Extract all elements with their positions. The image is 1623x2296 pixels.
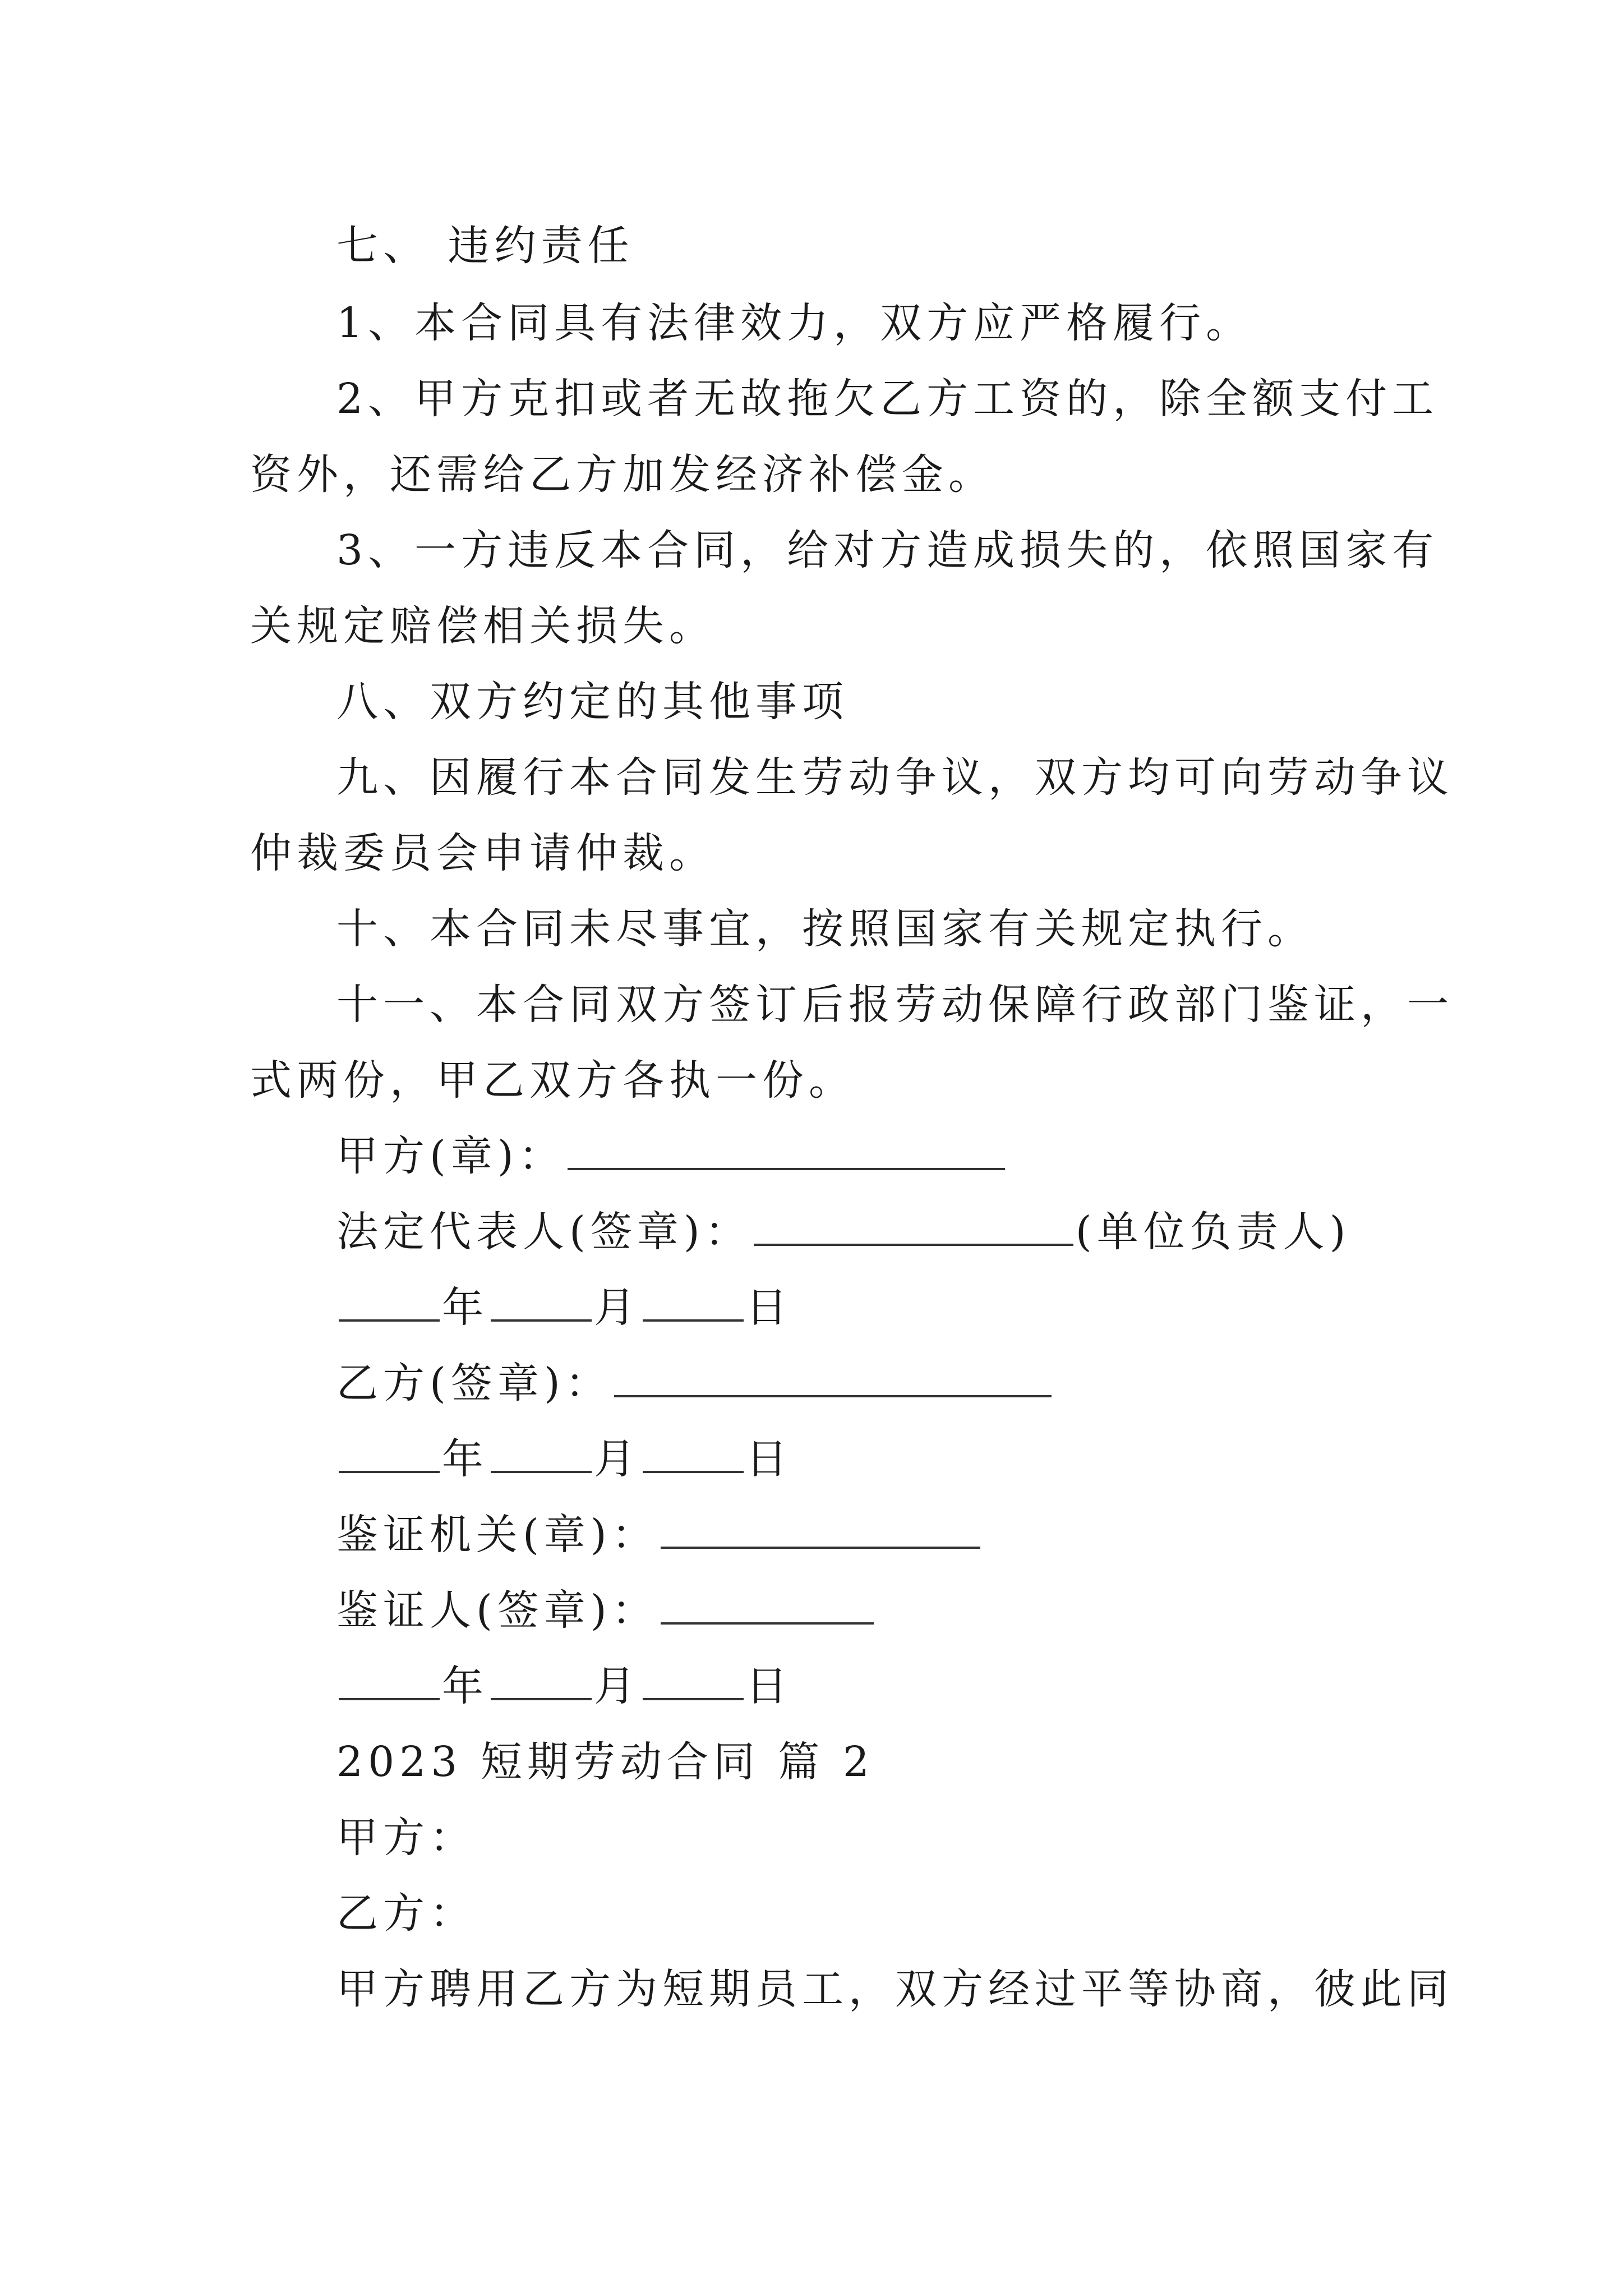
party-a-seal-label: 甲方(章)： bbox=[336, 1132, 565, 1180]
day-label: 日 bbox=[746, 1662, 792, 1710]
section-9-line-1: 九、因履行本合同发生劳动争议，双方均可向劳动争议 bbox=[336, 753, 1454, 802]
day-blank bbox=[643, 1285, 744, 1322]
section-2-party-a: 甲方： bbox=[336, 1814, 476, 1862]
legal-rep-label: 法定代表人(签章)： bbox=[336, 1208, 751, 1256]
legal-rep-blank bbox=[754, 1209, 1073, 1246]
day-blank bbox=[643, 1436, 744, 1473]
day-label: 日 bbox=[746, 1435, 792, 1483]
section-10: 十、本合同未尽事宜，按照国家有关规定执行。 bbox=[336, 905, 1314, 953]
year-label: 年 bbox=[442, 1662, 488, 1710]
month-blank bbox=[491, 1436, 592, 1473]
clause-1: 1、本合同具有法律效力，双方应严格履行。 bbox=[336, 299, 1253, 347]
clause-3-line-1: 3、一方违反本合同，给对方造成损失的，依照国家有 bbox=[336, 526, 1439, 574]
day-blank bbox=[643, 1663, 744, 1700]
section-2-party-b: 乙方： bbox=[336, 1889, 476, 1938]
month-label: 月 bbox=[594, 1435, 640, 1483]
section-9-line-2: 仲裁委员会申请仲裁。 bbox=[250, 829, 716, 877]
unit-head-label: (单位负责人) bbox=[1075, 1208, 1351, 1256]
month-label: 月 bbox=[594, 1662, 640, 1710]
month-blank bbox=[491, 1663, 592, 1700]
clause-3-line-2: 关规定赔偿相关损失。 bbox=[250, 602, 716, 650]
month-blank bbox=[491, 1285, 592, 1322]
clause-2-line-1: 2、甲方克扣或者无故拖欠乙方工资的，除全额支付工 bbox=[336, 375, 1439, 423]
certifier-label: 鉴证人(签章)： bbox=[336, 1586, 658, 1635]
party-b-sign-blank bbox=[614, 1360, 1052, 1397]
cert-org-blank bbox=[661, 1512, 980, 1549]
clause-2-line-2: 资外，还需给乙方加发经济补偿金。 bbox=[250, 450, 995, 499]
date-line-party-b bbox=[336, 1431, 792, 1487]
month-label: 月 bbox=[594, 1283, 640, 1332]
party-a-seal-line bbox=[336, 1128, 1007, 1184]
year-label: 年 bbox=[442, 1283, 488, 1332]
section-2-intro: 甲方聘用乙方为短期员工，双方经过平等协商，彼此同 bbox=[336, 1965, 1454, 2013]
year-blank bbox=[339, 1663, 440, 1700]
party-b-sign-line bbox=[336, 1355, 1054, 1411]
year-blank bbox=[339, 1285, 440, 1322]
cert-org-label: 鉴证机关(章)： bbox=[336, 1511, 658, 1559]
certifier-line bbox=[336, 1582, 876, 1639]
year-label: 年 bbox=[442, 1435, 488, 1483]
section-2-title: 2023 短期劳动合同 篇 2 bbox=[336, 1738, 874, 1786]
date-line-certification bbox=[336, 1658, 792, 1714]
legal-rep-line bbox=[336, 1204, 1351, 1260]
section-11-line-1: 十一、本合同双方签订后报劳动保障行政部门鉴证，一 bbox=[336, 981, 1454, 1029]
cert-org-line bbox=[336, 1507, 983, 1563]
party-b-sign-label: 乙方(签章)： bbox=[336, 1359, 612, 1407]
year-blank bbox=[339, 1436, 440, 1473]
certifier-blank bbox=[661, 1588, 874, 1625]
section-heading-other-matters: 八、双方约定的其他事项 bbox=[336, 678, 849, 726]
date-line-party-a bbox=[336, 1280, 792, 1336]
day-label: 日 bbox=[746, 1283, 792, 1332]
section-heading-breach: 七、 违约责任 bbox=[336, 222, 634, 270]
section-11-line-2: 式两份，甲乙双方各执一份。 bbox=[250, 1056, 855, 1105]
party-a-seal-blank bbox=[568, 1133, 1005, 1170]
